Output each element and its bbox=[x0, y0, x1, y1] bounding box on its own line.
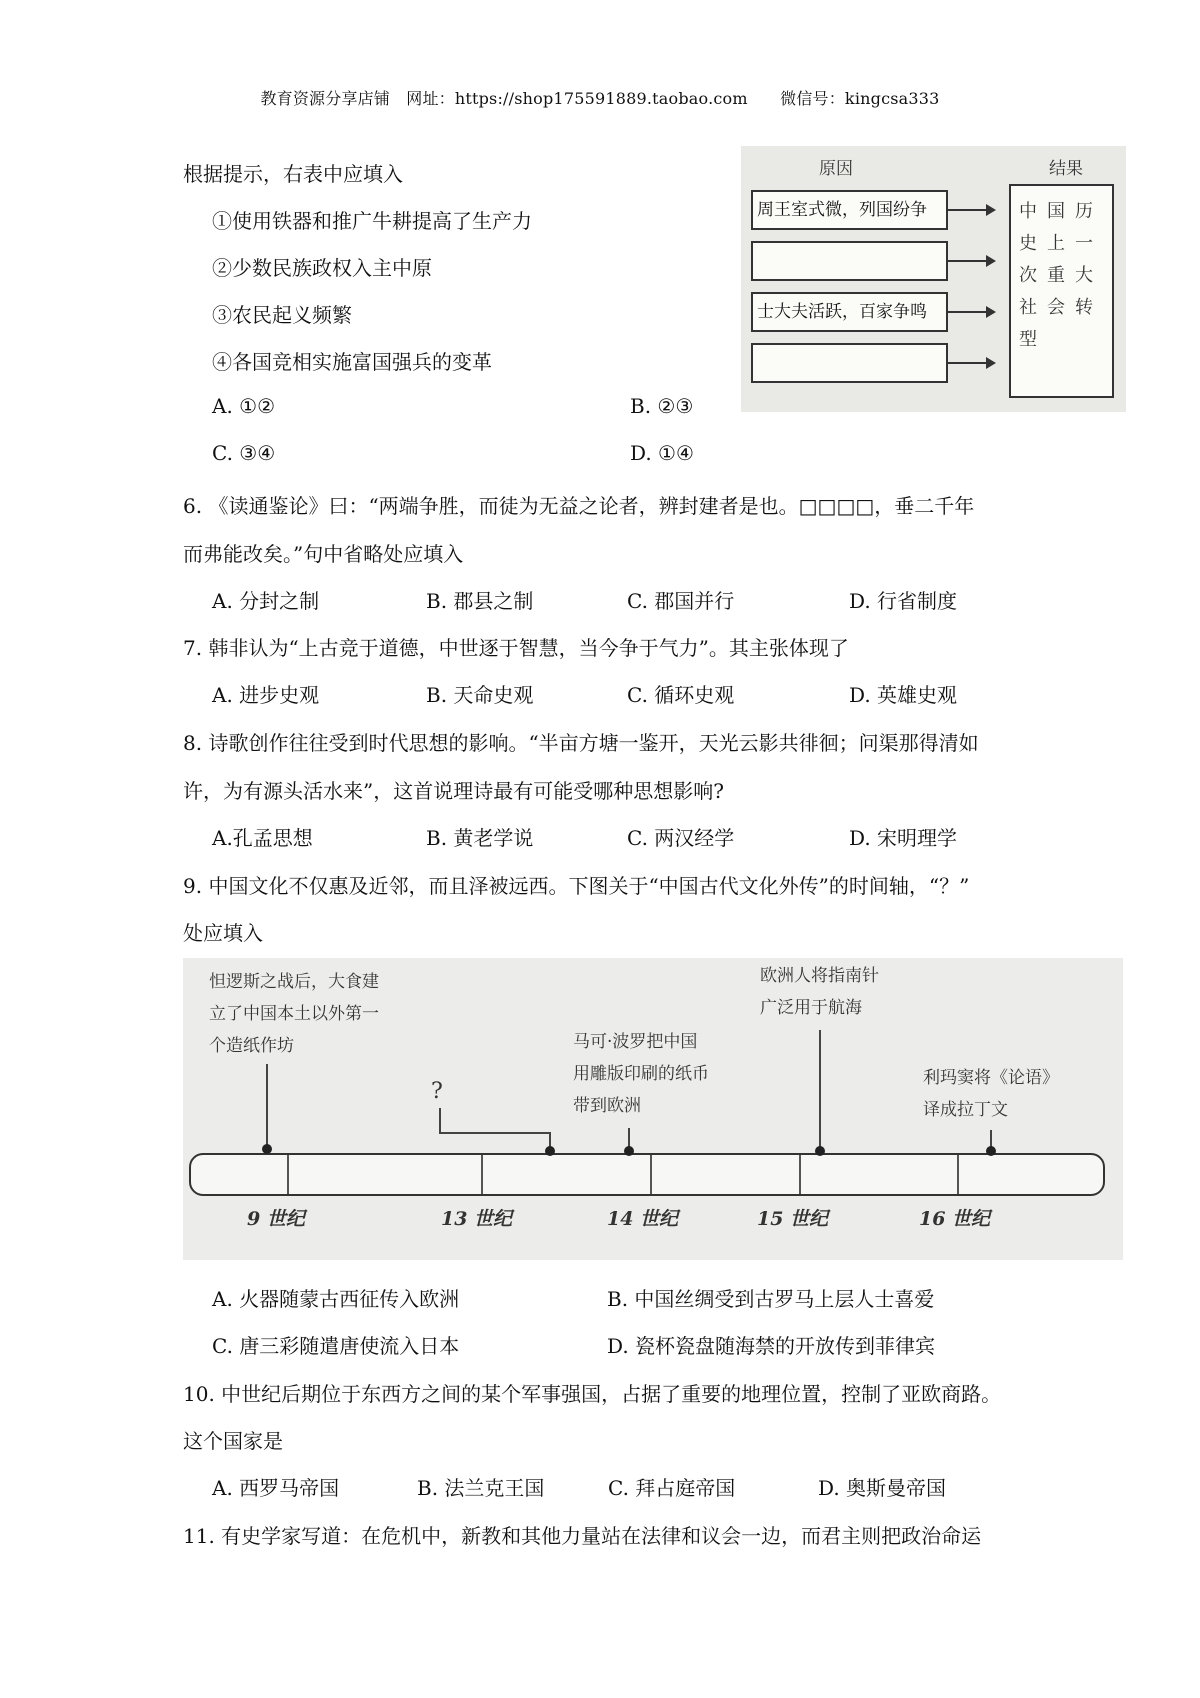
q9-option-d: D. 瓷杯瓷盘随海禁的开放传到菲律宾 bbox=[607, 1334, 936, 1358]
q8-line-2: 许，为有源头活水来”，这首说理诗最有可能受哪种思想影响? bbox=[183, 779, 724, 803]
event-dot-4 bbox=[815, 1146, 825, 1156]
q9-line-2: 处应填入 bbox=[183, 921, 263, 945]
q7-option-c: C. 循环史观 bbox=[627, 683, 735, 707]
event-note-5-line-1: 利玛窦将《论语》 bbox=[923, 1068, 1059, 1088]
timeline-divider bbox=[957, 1155, 959, 1194]
q9-option-c: C. 唐三彩随遣唐使流入日本 bbox=[212, 1334, 460, 1358]
result-header: 结果 bbox=[1049, 159, 1083, 179]
timeline-divider bbox=[287, 1155, 289, 1194]
timeline-figure bbox=[183, 958, 1123, 1260]
timeline-divider bbox=[650, 1155, 652, 1194]
event-note-4-line-2: 广泛用于航海 bbox=[760, 998, 862, 1018]
page-header: 教育资源分享店铺 网址：https://shop175591889.taobao.com 微信号：kingcsa333 bbox=[260, 89, 940, 108]
q8-option-a: A.孔孟思想 bbox=[212, 826, 313, 850]
event-note-5-line-2: 译成拉丁文 bbox=[923, 1100, 1008, 1120]
q5-option-a: A. ①② bbox=[212, 394, 276, 418]
arrow-2 bbox=[948, 260, 994, 262]
event-dot-1 bbox=[262, 1144, 272, 1154]
timeline-divider bbox=[481, 1155, 483, 1194]
timeline-bar bbox=[189, 1153, 1105, 1196]
century-label-16: 16 世纪 bbox=[919, 1208, 991, 1230]
q6-option-c: C. 郡国并行 bbox=[627, 589, 735, 613]
q5-item-2: ②少数民族政权入主中原 bbox=[212, 256, 432, 280]
cause-box-4 bbox=[751, 343, 948, 383]
cause-box-1: 周王室式微，列国纷争 bbox=[751, 190, 948, 230]
q7-option-b: B. 天命史观 bbox=[426, 683, 534, 707]
event-dot-2 bbox=[545, 1146, 555, 1156]
q7-option-d: D. 英雄史观 bbox=[849, 683, 958, 707]
event-note-1 bbox=[209, 966, 379, 1062]
event-note-3-line-2: 用雕版印刷的纸币 bbox=[573, 1064, 709, 1084]
q5-prompt: 根据提示，右表中应填入 bbox=[183, 162, 403, 186]
event-dot-5 bbox=[986, 1146, 996, 1156]
century-label-13: 13 世纪 bbox=[441, 1208, 513, 1230]
result-line-5: 型 bbox=[1019, 329, 1047, 350]
cause-box-2 bbox=[751, 241, 948, 281]
q5-option-c: C. ③④ bbox=[212, 441, 276, 465]
q10-option-c: C. 拜占庭帝国 bbox=[608, 1476, 736, 1500]
q5-option-b: B. ②③ bbox=[630, 394, 694, 418]
century-label-14: 14 世纪 bbox=[607, 1208, 679, 1230]
q7-option-a: A. 进步史观 bbox=[212, 683, 320, 707]
event-stem-3 bbox=[628, 1128, 630, 1148]
event-note-1-line-3: 个造纸作坊 bbox=[209, 1036, 294, 1056]
q5-item-1: ①使用铁器和推广牛耕提高了生产力 bbox=[212, 209, 532, 233]
q6-line-2: 而弗能改矣。”句中省略处应填入 bbox=[183, 542, 464, 566]
arrow-3 bbox=[948, 311, 994, 313]
q10-option-d: D. 奥斯曼帝国 bbox=[818, 1476, 947, 1500]
event-stem-1 bbox=[266, 1064, 268, 1148]
cause-header: 原因 bbox=[819, 159, 853, 179]
q9-option-b: B. 中国丝绸受到古罗马上层人士喜爱 bbox=[607, 1287, 935, 1311]
q6-option-b: B. 郡县之制 bbox=[426, 589, 534, 613]
q8-option-c: C. 两汉经学 bbox=[627, 826, 735, 850]
arrow-4 bbox=[948, 362, 994, 364]
q7-line-1: 7. 韩非认为“上古竞于道德，中世逐于智慧，当今争于气力”。其主张体现了 bbox=[183, 636, 849, 660]
q6-option-d: D. 行省制度 bbox=[849, 589, 958, 613]
q6-option-a: A. 分封之制 bbox=[212, 589, 320, 613]
event-dot-3 bbox=[624, 1146, 634, 1156]
event-stem-2a bbox=[439, 1108, 441, 1134]
q8-option-d: D. 宋明理学 bbox=[849, 826, 958, 850]
q8-line-1: 8. 诗歌创作往往受到时代思想的影响。“半亩方塘一鉴开，天光云影共徘徊；问渠那得清如 bbox=[183, 731, 979, 755]
result-line-3: 次重大 bbox=[1019, 265, 1103, 286]
result-line-4: 社会转 bbox=[1019, 297, 1103, 318]
event-note-5 bbox=[923, 1062, 1059, 1126]
event-note-4-line-1: 欧洲人将指南针 bbox=[760, 966, 879, 986]
q10-option-b: B. 法兰克王国 bbox=[417, 1476, 545, 1500]
q10-line-2: 这个国家是 bbox=[183, 1429, 283, 1453]
result-line-1: 中国历 bbox=[1019, 201, 1103, 222]
arrow-1 bbox=[948, 209, 994, 211]
timeline-divider bbox=[799, 1155, 801, 1194]
event-stem-2b bbox=[439, 1132, 551, 1134]
result-box bbox=[1009, 184, 1114, 398]
q11-line-1: 11. 有史学家写道：在危机中，新教和其他力量站在法律和议会一边，而君主则把政治命运 bbox=[183, 1524, 982, 1548]
q9-line-1: 9. 中国文化不仅惠及近邻，而且泽被远西。下图关于“中国古代文化外传”的时间轴，“？” bbox=[183, 874, 970, 898]
event-note-1-line-2: 立了中国本土以外第一 bbox=[209, 1004, 379, 1024]
q8-option-b: B. 黄老学说 bbox=[426, 826, 534, 850]
q5-option-d: D. ①④ bbox=[630, 441, 694, 465]
q5-item-3: ③农民起义频繁 bbox=[212, 303, 352, 327]
q5-item-4: ④各国竞相实施富国强兵的变革 bbox=[212, 350, 492, 374]
event-note-3-line-3: 带到欧洲 bbox=[573, 1096, 641, 1116]
event-note-4 bbox=[760, 960, 879, 1024]
result-line-2: 史上一 bbox=[1019, 233, 1103, 254]
event-note-2: ? bbox=[431, 1079, 443, 1104]
event-note-3-line-1: 马可·波罗把中国 bbox=[573, 1032, 698, 1052]
century-label-15: 15 世纪 bbox=[757, 1208, 829, 1230]
event-note-3 bbox=[573, 1026, 709, 1122]
century-label-9: 9 世纪 bbox=[247, 1208, 305, 1230]
q10-line-1: 10. 中世纪后期位于东西方之间的某个军事强国，占据了重要的地理位置，控制了亚欧商路。 bbox=[183, 1382, 1002, 1406]
q10-option-a: A. 西罗马帝国 bbox=[212, 1476, 340, 1500]
cause-box-3: 士大夫活跃，百家争鸣 bbox=[751, 292, 948, 332]
q9-option-a: A. 火器随蒙古西征传入欧洲 bbox=[212, 1287, 460, 1311]
q6-line-1: 6. 《读通鉴论》曰：“两端争胜，而徒为无益之论者，辨封建者是也。□□□□，垂二千年 bbox=[183, 494, 975, 518]
event-stem-4 bbox=[819, 1030, 821, 1148]
cause-effect-figure bbox=[741, 146, 1126, 412]
event-note-1-line-1: 怛逻斯之战后，大食建 bbox=[209, 972, 379, 992]
